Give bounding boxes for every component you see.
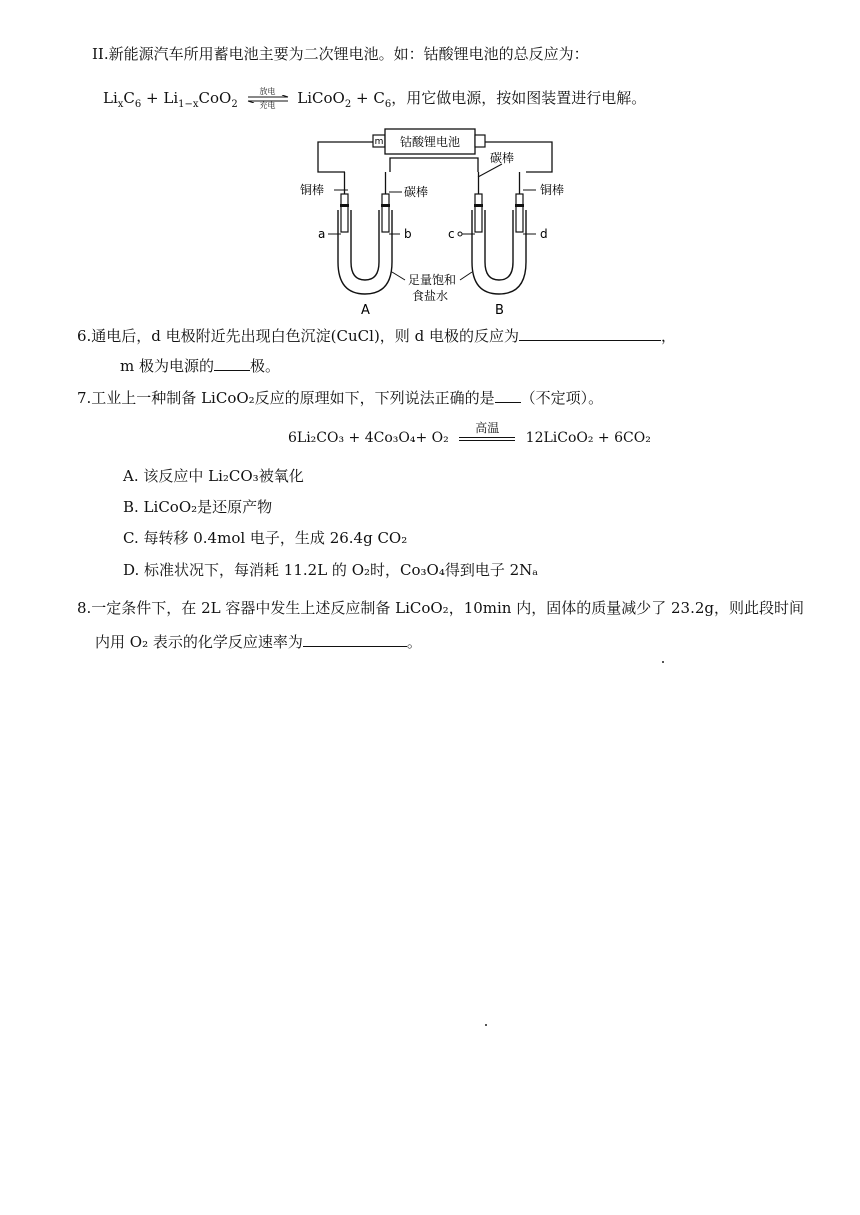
q7-stem: 7.工业上一种制备 LiCoO₂反应的原理如下，下列说法正确的是 [77, 389, 495, 407]
eq-term: + Li [141, 89, 179, 107]
label-carbon-left: 碳棒 [404, 185, 429, 199]
eq-sub: 6 [134, 99, 142, 110]
u-tube-b-inner [485, 210, 513, 280]
eq-sub: 2 [231, 99, 238, 110]
q6-answer-blank-1[interactable] [519, 324, 661, 341]
q6-answer-blank-2[interactable] [214, 354, 250, 371]
eq-term: + C [351, 89, 385, 107]
scan-speck [485, 1024, 487, 1026]
q8-line2 [95, 630, 422, 652]
battery-label: 钴酸锂电池 [399, 135, 461, 149]
q6-line2-text: m 极为电源的 [120, 357, 214, 375]
terminal-n-box [475, 135, 485, 147]
q7-option-d[interactable]: D. 标准状况下，每消耗 11.2L 的 O₂时，Co₃O₄得到电子 2Nₐ [123, 561, 539, 579]
eq-term: Li [103, 89, 118, 107]
carbon-electrode-left [382, 194, 389, 232]
q6-line2-end: 极。 [250, 357, 281, 375]
label-tube-a: A [361, 303, 370, 317]
wire-left [318, 142, 373, 172]
q6-line1 [77, 324, 676, 346]
q8-line2-text: 内用 O₂ 表示的化学反应速率为 [95, 633, 303, 651]
label-tube-b: B [495, 303, 504, 317]
q8-answer-blank[interactable] [303, 630, 407, 647]
q7-eq-condition: 高温 [475, 421, 500, 435]
label-carbon-right: 碳棒 [490, 151, 515, 165]
label-copper-left: 铜棒 [300, 183, 325, 197]
q7-option-c[interactable]: C. 每转移 0.4mol 电子，生成 26.4g CO₂ [123, 529, 408, 547]
q7-stem-end: （不定项）。 [520, 389, 604, 407]
eq-sub: 1−x [178, 99, 199, 110]
electrolysis-diagram [290, 122, 600, 317]
q6-comma: ， [660, 327, 676, 345]
label-d: d [540, 227, 548, 241]
label-b: b [404, 227, 412, 241]
scan-speck [662, 661, 664, 663]
q7-eq-right: 12LiCoO₂ + 6CO₂ [525, 430, 651, 446]
q7-stem-line [77, 386, 603, 408]
q7-option-b[interactable]: B. LiCoO₂是还原产物 [123, 498, 273, 516]
eq-term: LiCoO [297, 89, 345, 107]
eq-sub: x [117, 99, 124, 110]
arrow-bottom-label: 充电 [259, 101, 276, 110]
u-tube-a-inner [351, 210, 379, 280]
q7-eq-sign [459, 421, 515, 448]
q7-equation [288, 421, 651, 448]
q6-stem: 6.通电后，d 电极附近先出现白色沉淀(CuCl)，则 d 电极的反应为 [77, 327, 519, 345]
q7-eq-left: 6Li₂CO₃ + 4Co₃O₄+ O₂ [288, 430, 449, 446]
label-solution-2: 食盐水 [412, 289, 449, 303]
label-solution-1: 足量饱和 [408, 273, 457, 287]
carbon-electrode-right [475, 194, 482, 232]
eq-tail: ，用它做电源，按如图装置进行电解。 [391, 89, 647, 107]
reversible-arrow [246, 89, 290, 109]
eq-term: CoO [198, 89, 232, 107]
copper-electrode-left [341, 194, 348, 232]
label-c: c [448, 227, 455, 241]
q8-line1: 8.一定条件下，在 2L 容器中发生上述反应制备 LiCoO₂，10min 内，固体的质量减少了 23.2g，则此段时间 [77, 599, 805, 617]
battery-equation [103, 88, 646, 115]
eq-sub: 6 [384, 99, 392, 110]
q7-option-a[interactable]: A. 该反应中 Li₂CO₃被氧化 [123, 467, 304, 485]
q6-line2 [120, 354, 280, 376]
eq-sub: 2 [344, 99, 352, 110]
eq-term: C [123, 89, 135, 107]
terminal-m-label: m [374, 137, 384, 147]
q8-line2-end: 。 [406, 633, 422, 651]
wire-middle [390, 158, 478, 172]
label-copper-right: 铜棒 [540, 183, 565, 197]
label-a: a [318, 227, 326, 241]
intro-text: II.新能源汽车所用蓄电池主要为二次锂电池。如：钴酸锂电池的总反应为： [92, 45, 589, 63]
arrow-top-label: 放电 [259, 87, 276, 96]
q7-answer-blank[interactable] [495, 386, 521, 403]
copper-electrode-right [516, 194, 523, 232]
